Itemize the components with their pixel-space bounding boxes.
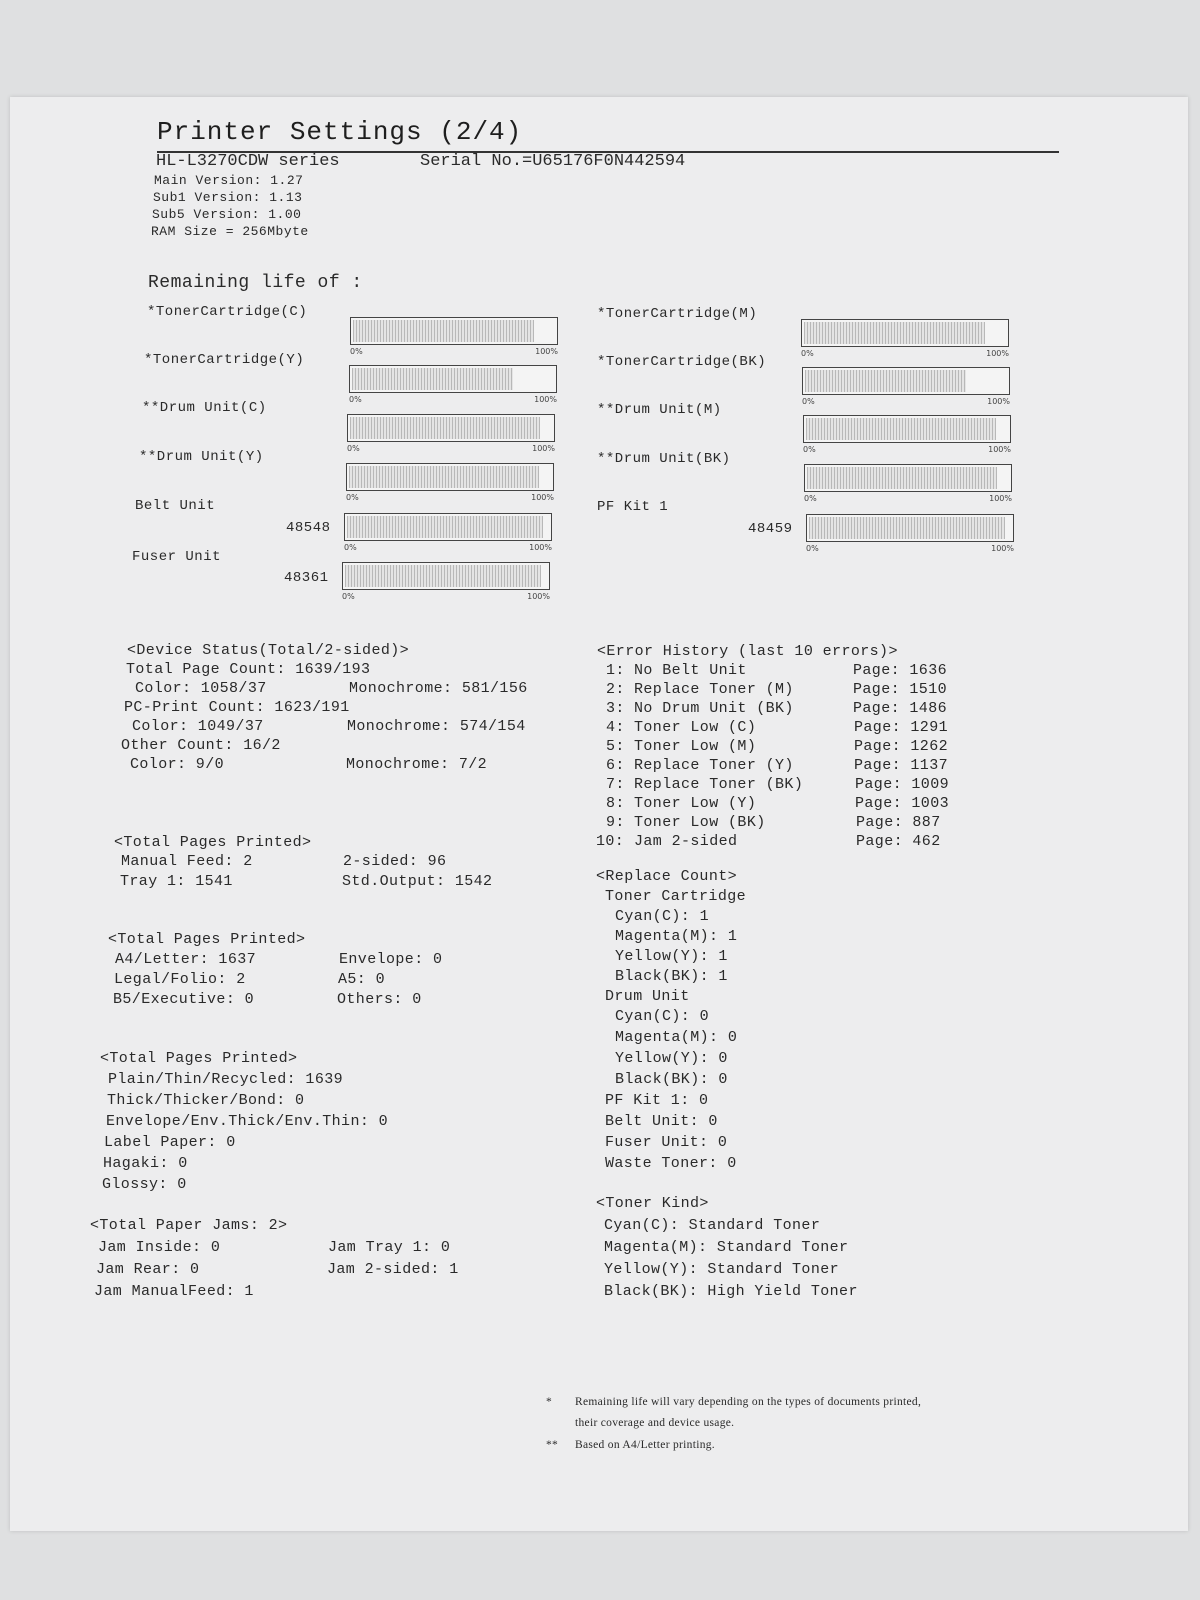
footnote-star-2: ** <box>546 1439 559 1451</box>
pages-printed-heading-2: <Total Pages Printed> <box>108 931 306 948</box>
gauge-fill <box>345 565 541 587</box>
serial-number: Serial No.=U65176F0N442594 <box>420 152 686 171</box>
error-message: No Belt Unit <box>634 662 747 679</box>
pf-kit-count: 48459 <box>748 521 793 537</box>
error-message: No Drum Unit (BK) <box>634 700 794 717</box>
replace-toner-magenta: Magenta(M): 1 <box>615 928 738 945</box>
error-page: Page: 1262 <box>854 738 949 755</box>
gauge-fill <box>353 320 534 342</box>
error-number: 4: <box>606 719 625 736</box>
error-page: Page: 1137 <box>854 757 949 774</box>
toner-kind-cyan: Cyan(C): Standard Toner <box>604 1217 821 1234</box>
error-history-heading: <Error History (last 10 errors)> <box>597 643 898 660</box>
replace-drum-cyan: Cyan(C): 0 <box>615 1008 710 1025</box>
gauge-fill <box>805 370 966 392</box>
pc-print-count: PC-Print Count: 1623/191 <box>124 699 350 716</box>
pages-printed-heading-3: <Total Pages Printed> <box>100 1050 298 1067</box>
sub1-version: Sub1 Version: 1.13 <box>153 190 303 205</box>
replace-drum-yellow: Yellow(Y): 0 <box>615 1050 728 1067</box>
error-page: Page: 462 <box>856 833 941 850</box>
life-label-toner-m: *TonerCartridge(M) <box>597 306 758 322</box>
error-number: 10: <box>596 833 625 850</box>
error-message: Toner Low (C) <box>634 719 757 736</box>
a4-letter: A4/Letter: 1637 <box>115 951 257 968</box>
life-label-drum-y: **Drum Unit(Y) <box>139 449 264 465</box>
error-page: Page: 1291 <box>854 719 949 736</box>
envelope-types: Envelope/Env.Thick/Env.Thin: 0 <box>106 1113 389 1130</box>
gauge-drum-m <box>803 415 1011 443</box>
others: Others: 0 <box>337 991 422 1008</box>
gauge-toner-c <box>350 317 558 345</box>
std-output: Std.Output: 1542 <box>342 873 493 890</box>
tray-1: Tray 1: 1541 <box>120 873 233 890</box>
error-page: Page: 1003 <box>855 795 950 812</box>
gauge-drum-bk <box>804 464 1012 492</box>
replace-waste-toner: Waste Toner: 0 <box>605 1155 737 1172</box>
gauge-pf-kit <box>806 514 1014 542</box>
life-label-fuser: Fuser Unit <box>132 549 222 565</box>
other-count: Other Count: 16/2 <box>121 737 281 754</box>
two-sided: 2-sided: 96 <box>343 853 447 870</box>
device-status-heading: <Device Status(Total/2-sided)> <box>127 642 410 659</box>
gauge-toner-m <box>801 319 1009 347</box>
gauge-fill <box>804 322 985 344</box>
error-page: Page: 1009 <box>855 776 950 793</box>
replace-fuser-unit: Fuser Unit: 0 <box>605 1134 728 1151</box>
toner-kind-magenta: Magenta(M): Standard Toner <box>604 1239 849 1256</box>
footnote-1-line-2: their coverage and device usage. <box>575 1417 735 1429</box>
error-number: 6: <box>606 757 625 774</box>
hagaki: Hagaki: 0 <box>103 1155 188 1172</box>
gauge-fill <box>809 517 1005 539</box>
gauge-toner-bk <box>802 367 1010 395</box>
gauge-drum-c <box>347 414 555 442</box>
toner-kind-black: Black(BK): High Yield Toner <box>604 1283 858 1300</box>
replace-toner-black: Black(BK): 1 <box>615 968 728 985</box>
main-version: Main Version: 1.27 <box>154 173 304 188</box>
replace-toner-cyan: Cyan(C): 1 <box>615 908 710 925</box>
life-label-toner-c: *TonerCartridge(C) <box>147 304 308 320</box>
pc-print-mono: Monochrome: 574/154 <box>347 718 526 735</box>
glossy: Glossy: 0 <box>102 1176 187 1193</box>
remaining-life-heading: Remaining life of : <box>148 273 363 293</box>
jam-2-sided: Jam 2-sided: 1 <box>327 1261 459 1278</box>
jam-manual-feed: Jam ManualFeed: 1 <box>94 1283 254 1300</box>
error-message: Toner Low (Y) <box>634 795 757 812</box>
life-label-drum-c: **Drum Unit(C) <box>142 400 267 416</box>
b5-executive: B5/Executive: 0 <box>113 991 255 1008</box>
life-label-toner-y: *TonerCartridge(Y) <box>144 352 305 368</box>
replace-toner-cartridge: Toner Cartridge <box>605 888 747 905</box>
model-name: HL-L3270CDW series <box>156 152 340 171</box>
gauge-fill <box>347 516 543 538</box>
footnote-2: Based on A4/Letter printing. <box>575 1439 715 1451</box>
other-mono: Monochrome: 7/2 <box>346 756 488 773</box>
toner-kind-yellow: Yellow(Y): Standard Toner <box>604 1261 840 1278</box>
error-page: Page: 1486 <box>853 700 948 717</box>
error-page: Page: 1510 <box>853 681 948 698</box>
error-page: Page: 887 <box>856 814 941 831</box>
replace-drum-black: Black(BK): 0 <box>615 1071 728 1088</box>
total-mono-count: Monochrome: 581/156 <box>349 680 528 697</box>
life-label-belt: Belt Unit <box>135 498 216 514</box>
label-paper: Label Paper: 0 <box>104 1134 236 1151</box>
fuser-unit-count: 48361 <box>284 570 329 586</box>
error-message: Replace Toner (BK) <box>634 776 804 793</box>
replace-drum-unit: Drum Unit <box>605 988 690 1005</box>
error-number: 7: <box>606 776 625 793</box>
gauge-fill <box>806 418 996 440</box>
replace-belt-unit: Belt Unit: 0 <box>605 1113 718 1130</box>
gauge-toner-y <box>349 365 557 393</box>
error-message: Replace Toner (M) <box>634 681 794 698</box>
error-number: 2: <box>606 681 625 698</box>
printed-report-page: Printer Settings (2/4) HL-L3270CDW series Serial No.=U65176F0N442594 Main Version: 1.27 Sub1 Version: 1.13 Sub5 Version: 1.00 RAM Size = 256Mbyte Remaining life of : *TonerCartridge(C) *TonerCartridge(Y) **Drum Unit(C) **Drum Unit(Y) Belt Unit 48548 Fuser Unit 48361 *TonerCartridge(M) *TonerCartridge(BK) **Drum Unit(M) **Drum Unit(BK) PF Kit 1 48459 0% 100% 0% 100% 0% 100% 0% 100% 0% 100% 0% 100% 0% 100% 0% 100% 0% 100% 0% 100% 0% 100% <Device Status(Total/2-sided)> Total Page Count: 1639/193 Color: 1058/37 Monochrome: 581/156 PC-Print Count: 1623/191 Color: 1049/37 Monochrome: 574/154 Other Count: 16/2 Color: 9/0 Monochrome: 7/2 <Total Pages Printed> Manual Feed: 2 2-sided: 96 Tray 1: 1541 Std.Output: 1542 <Total Pages Printed> A4/Letter: 1637 Envelope: 0 Legal/Folio: 2 A5: 0 B5/Executive: 0 Others: 0 <Total Pages Printed> Plain/Thin/Recycled: 1639 Thick/Thicker/Bond: 0 Envelope/Env.Thick/Env.Thin: 0 Label Paper: 0 Hagaki: 0 Glossy: 0 <Total Paper Jams: 2> Jam Inside: 0 Jam Tray 1: 0 Jam Rear: 0 Jam 2-sided: 1 Jam ManualFeed: 1 <Error History (last 10 errors)> 1: No Belt Unit Page: 1636 2: Replace Toner (M) Page: 1510 3: No Drum Unit (BK) Page: 1486 4: Toner Low (C) Page: 1291 5: Toner Low (M) Page: 1262 6: Replace Toner (Y) Page: 1137 7: Replace Toner (BK) Page: 1009 8: Toner Low (Y) Page: 1003 9: Toner Low (BK) Page: 887 10: Jam 2-sided Page: 462 <Replace Count> Toner Cartridge Cyan(C): 1 Magenta(M): 1 Yellow(Y): 1 Black(BK): 1 Drum Unit Cyan(C): 0 Magenta(M): 0 Yellow(Y): 0 Black(BK): 0 PF Kit 1: 0 Belt Unit: 0 Fuser Unit: 0 Waste Toner: 0 <Toner Kind> Cyan(C): Standard Toner Magenta(M): Standard Toner Yellow(Y): Standard Toner Black(BK): High Yield Toner * Remaining life will vary depending on the types of documents printed, their coverage and device usage. ** Based on A4/Letter printing. <box>10 97 1188 1531</box>
legal-folio: Legal/Folio: 2 <box>114 971 246 988</box>
footnote-star-1: * <box>546 1396 553 1408</box>
gauge-fill <box>349 466 539 488</box>
error-number: 9: <box>606 814 625 831</box>
toner-kind-heading: <Toner Kind> <box>596 1195 709 1212</box>
jam-rear: Jam Rear: 0 <box>96 1261 200 1278</box>
page-title: Printer Settings (2/4) <box>157 117 523 147</box>
gauge-fill <box>807 467 997 489</box>
error-message: Toner Low (M) <box>634 738 757 755</box>
ram-size: RAM Size = 256Mbyte <box>151 224 309 239</box>
error-number: 3: <box>606 700 625 717</box>
gauge-fill <box>350 417 540 439</box>
thick-thicker-bond: Thick/Thicker/Bond: 0 <box>107 1092 305 1109</box>
life-label-pf-kit: PF Kit 1 <box>597 499 669 515</box>
paper-jams-heading: <Total Paper Jams: 2> <box>90 1217 288 1234</box>
life-label-drum-bk: **Drum Unit(BK) <box>597 451 731 467</box>
gauge-fill <box>352 368 513 390</box>
gauge-fuser <box>342 562 550 590</box>
error-page: Page: 1636 <box>853 662 948 679</box>
total-page-count: Total Page Count: 1639/193 <box>126 661 371 678</box>
error-number: 8: <box>606 795 625 812</box>
belt-unit-count: 48548 <box>286 520 331 536</box>
other-color: Color: 9/0 <box>130 756 225 773</box>
replace-pf-kit: PF Kit 1: 0 <box>605 1092 709 1109</box>
sub5-version: Sub5 Version: 1.00 <box>152 207 302 222</box>
error-number: 5: <box>606 738 625 755</box>
total-color-count: Color: 1058/37 <box>135 680 267 697</box>
jam-inside: Jam Inside: 0 <box>98 1239 221 1256</box>
error-message: Replace Toner (Y) <box>634 757 794 774</box>
error-message: Jam 2-sided <box>634 833 738 850</box>
jam-tray-1: Jam Tray 1: 0 <box>328 1239 451 1256</box>
pc-print-color: Color: 1049/37 <box>132 718 264 735</box>
error-number: 1: <box>606 662 625 679</box>
replace-drum-magenta: Magenta(M): 0 <box>615 1029 738 1046</box>
footnote-1-line-1: Remaining life will vary depending on the types of documents printed, <box>575 1396 922 1408</box>
manual-feed: Manual Feed: 2 <box>121 853 253 870</box>
life-label-drum-m: **Drum Unit(M) <box>597 402 722 418</box>
life-label-toner-bk: *TonerCartridge(BK) <box>597 354 767 370</box>
error-message: Toner Low (BK) <box>634 814 766 831</box>
envelope: Envelope: 0 <box>339 951 443 968</box>
gauge-drum-y <box>346 463 554 491</box>
gauge-belt <box>344 513 552 541</box>
replace-toner-yellow: Yellow(Y): 1 <box>615 948 728 965</box>
a5: A5: 0 <box>338 971 386 988</box>
replace-count-heading: <Replace Count> <box>596 868 738 885</box>
pages-printed-heading-1: <Total Pages Printed> <box>114 834 312 851</box>
plain-thin-recycled: Plain/Thin/Recycled: 1639 <box>108 1071 344 1088</box>
